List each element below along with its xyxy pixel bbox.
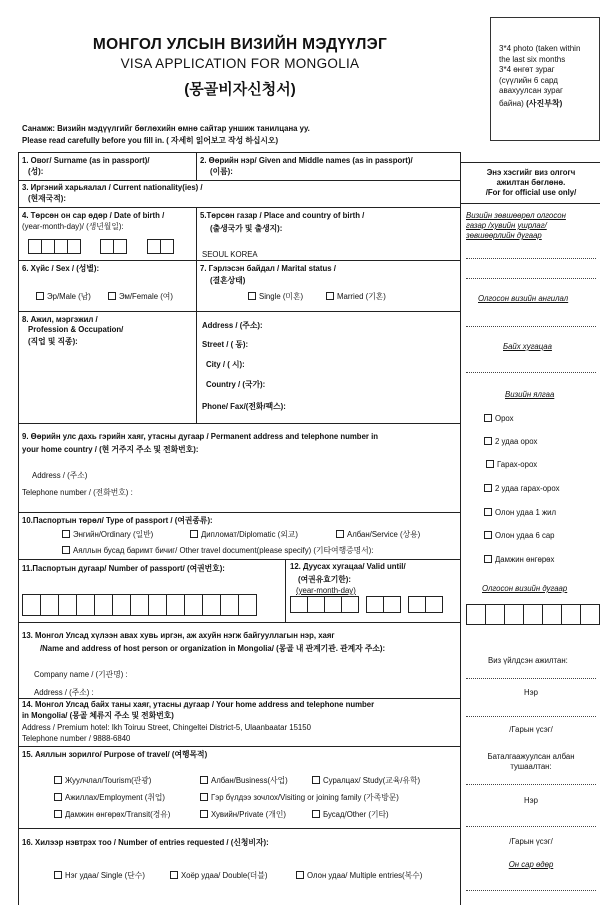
notice-line-2: Please read carefully before you fill in. ( 자세히 읽어보고 작성 하십시오) [22,136,279,145]
field-mongolia-address-label: 14. Монгол Улсад байх таны хаяг, утасны дугаар / Your home address and telephone number [22,700,375,709]
option-married[interactable] [326,292,386,302]
option-multiple-entry[interactable] [296,871,422,881]
field-birthplace-kr: (출생국가 및 출생지): [210,224,283,233]
official-verifier-signature-label: /Гарын үсэг/ [509,837,553,846]
official-stay-duration-label: Байх хугацаа [503,342,552,351]
visa-type-checkbox[interactable] [486,460,494,468]
visiting-family-checkbox[interactable] [200,793,208,801]
tourism-label: Жуулчлал/Tourism(관광) [65,776,152,785]
photo-line: 3*4 photo (taken within [499,44,581,53]
male-checkbox[interactable] [36,292,44,300]
option-single[interactable] [248,292,303,302]
official-header-line: ажилтан бөглөнө. [496,178,566,187]
field-sex-label: 6. Хүйс / Sex / (성별): [22,264,100,273]
field-surname-label: 1. Овог/ Surname (as in passport)/ [22,156,150,165]
field-birthplace-value[interactable]: SEOUL KOREA [202,250,258,259]
business-checkbox[interactable] [200,776,208,784]
field-valid-until-kr: (여권유효기한): [298,575,351,584]
home-telephone-label: Telephone number / (전화번호) : [22,488,133,497]
photo-line: the last six months [499,54,566,64]
host-address-label: Address / (주소) : [34,688,94,697]
official-permit-line: Визийн зөвшөөрөл олгосон [466,211,566,220]
female-checkbox[interactable] [108,292,116,300]
official-date-label: Он сар өдөр [508,860,554,869]
other-document-label: Аяллын бусад баримт бичиг/ Other travel document(please specify) (기타여행증명서): [73,546,374,555]
field-passport-number-label: 11.Паспортын дугаар/ Number of passport/ (여권번호): [22,564,225,573]
field-valid-until-format: (year-month-day) [296,586,356,595]
visa-type-exit-entry[interactable] [486,460,537,470]
double-entry-checkbox[interactable] [170,871,178,879]
official-officer-name-label: Нэр [524,688,538,697]
field-birthplace-label: 5.Төрсөн газар / Place and country of birth / [200,211,365,220]
title-korean: (몽골비자신청서) [184,81,296,98]
visa-type-checkbox[interactable] [484,414,492,422]
option-service[interactable] [336,530,420,540]
field-home-address-label: 9. Өөрийн улс дахь гэрийн хаяг, утасны дугаар / Permanent address and telephone number in [22,432,379,441]
photo-line: авахуулсан зураг [499,86,563,95]
mongolia-address-value[interactable]: Address / Premium hotel: Ikh Toiruu Street, Chingeltei District-5, Ulaanbaatar 15150 [22,723,311,732]
private-label: Хувийн/Private (개인) [211,810,286,819]
double-entry-label: Хоёр удаа/ Double(더블) [181,871,268,880]
field-mongolia-address-label-2: in Mongolia/ (몽골 체류지 주소 및 전화번호) [22,711,174,720]
married-label: Married (기혼) [337,292,386,301]
field-host-label: 13. Монгол Улсад хүлээн авах хувь иргэн, аж ахуйн нэгж байгууллагын нэр, хаяг [22,631,335,640]
official-verifying-officer-label [462,752,600,772]
official-verifying-line: тушаалтан: [510,762,552,771]
option-study[interactable] [312,776,420,786]
field-occupation-kr: (직업 및 직종): [28,337,78,346]
visa-type-label: Олон удаа 1 жил [495,508,557,517]
visa-type-checkbox[interactable] [484,508,492,516]
visa-type-label: Дамжин өнгөрөх [495,555,555,564]
visa-type-label: Олон удаа 6 сар [495,531,555,540]
field-occupation-en: Profession & Occupation/ [28,325,124,334]
female-label: Эм/Female (여) [119,292,173,301]
official-issuing-officer-label: Виз үйлдсэн ажилтан: [488,656,568,665]
visa-type-label: 2 удаа орох [495,437,538,446]
private-checkbox[interactable] [200,810,208,818]
option-double-entry[interactable] [170,871,267,881]
valid-day-boxes[interactable] [408,596,442,613]
title-mongolian: МОНГОЛ УЛСЫН ВИЗИЙН МЭДҮҮЛЭГ [92,36,388,53]
visa-type-checkbox[interactable] [484,555,492,563]
transit-label: Дамжин өнгөрөх/Transit(경유) [65,810,171,819]
work-street-label: Street / ( 동): [202,340,249,349]
service-checkbox[interactable] [336,530,344,538]
title-english: VISA APPLICATION FOR MONGOLIA [120,56,360,71]
transit-checkbox[interactable] [54,810,62,818]
official-header [462,168,600,198]
field-home-address-label-2: your home country / (현 거주지 주소 및 전화번호): [22,445,199,454]
visa-type-entry[interactable] [484,414,514,424]
single-label: Single (미혼) [259,292,304,301]
valid-year-boxes[interactable] [290,596,358,613]
work-address-label: Address / (주소): [202,321,263,330]
visa-type-label: Гарах-орох [497,460,538,469]
work-country-label: Country / (국가): [206,380,266,389]
study-label: Суралцах/ Study(교육/유학) [323,776,421,785]
diplomatic-checkbox[interactable] [190,530,198,538]
business-label: Албан/Business(사업) [211,776,288,785]
married-checkbox[interactable] [326,292,334,300]
field-given-names-label: 2. Өөрийн нэр/ Given and Middle names (as in passport)/ [200,156,413,165]
ordinary-label: Энгийн/Ordinary (일반) [73,530,154,539]
other-purpose-label: Бусад/Other (기타) [323,810,389,819]
official-permit-line: зөвшөөрлийн дугаар [466,231,542,240]
field-given-names-kr: (이름): [210,167,233,176]
photo-korean: (사진부착) [526,98,563,108]
single-entry-checkbox[interactable] [54,871,62,879]
official-permit-label [466,211,566,241]
visa-type-checkbox[interactable] [484,437,492,445]
official-visa-category-label: Олгосон визийн ангилал [478,294,569,303]
visa-type-checkbox[interactable] [484,531,492,539]
passport-number-boxes[interactable] [22,594,256,616]
single-entry-label: Нэг удаа/ Single (단수) [65,871,145,880]
field-entries-label: 16. Хилээр нэвтрэх тоо / Number of entries requested / (신청비자): [22,838,269,847]
option-transit[interactable] [54,810,170,820]
option-other-document[interactable] [62,546,373,556]
official-officer-signature-label: /Гарын үсэг/ [509,725,553,734]
work-phone-label: Phone/ Fax/(전화/팩스): [202,402,286,411]
option-tourism[interactable] [54,776,151,786]
visa-type-multiple-1-year[interactable] [484,508,556,518]
study-checkbox[interactable] [312,776,320,784]
ordinary-checkbox[interactable] [62,530,70,538]
photo-line: байна) [499,98,527,108]
field-occupation-label: 8. Ажил, мэргэжил / [22,315,98,324]
tourism-checkbox[interactable] [54,776,62,784]
official-visa-number-boxes[interactable] [466,604,599,625]
official-header-line: Энэ хэсгийг виз олгогч [486,168,576,177]
field-marital-label: 7. Гэрлэсэн байдал / Marital status / [200,264,336,273]
notice-line-1: Санамж: Визийн мэдүүлгийг бөглөхийн өмнө сайтар уншиж танилцана уу. [22,124,310,133]
option-single-entry[interactable] [54,871,145,881]
official-header-line: /For for official use only/ [485,188,577,197]
field-surname-kr: (성): [28,167,44,176]
option-private[interactable] [200,810,286,820]
photo-box[interactable] [490,17,600,141]
visa-type-double-entry[interactable] [484,437,537,447]
multiple-entry-label: Олон удаа/ Multiple entries(복수) [307,871,423,880]
field-marital-kr: (결혼상태) [210,276,246,285]
visa-type-transit[interactable] [484,555,554,565]
field-purpose-label: 15. Аяллын зорилго/ Purpose of travel/ (여행목적) [22,750,208,759]
option-employment[interactable] [54,793,165,803]
home-address-label: Address / (주소) [32,471,88,480]
official-visa-number-label: Олгосон визийн дугаар [482,584,568,593]
mongolia-telephone-value[interactable]: Telephone number / 9888-6840 [22,734,131,743]
field-host-label-2: /Name and address of host person or organization in Mongolia/ (몽골 내 관계기관. 관계자 주소): [40,644,386,653]
dob-month-boxes[interactable] [100,239,126,254]
visa-type-double-exit-entry[interactable] [484,484,560,494]
field-dob-format: (year-month-day)/ (생년월일): [22,222,124,231]
visa-type-label: Орох [495,414,514,423]
option-diplomatic[interactable] [190,530,298,540]
field-dob-label: 4. Төрсөн он сар өдөр / Date of birth / [22,211,165,220]
photo-line: 3*4 өнгөт зураг [499,65,555,74]
work-city-label: City / ( 시): [206,360,245,369]
other-purpose-checkbox[interactable] [312,810,320,818]
option-male[interactable] [36,292,91,302]
visiting-family-label: Гэр бүлдээ зочлох/Visiting or joining family (가족방문) [211,793,399,802]
official-verifying-line: Баталгаажуулсан албан [487,752,575,761]
field-passport-type-label: 10.Паспортын төрөл/ Type of passport / (여권종류): [22,516,213,525]
host-company-label: Company name / (기관명) : [34,670,128,679]
dob-year-boxes[interactable] [28,239,80,254]
option-visiting-family[interactable] [200,793,399,803]
option-other-purpose[interactable] [312,810,389,820]
visa-type-checkbox[interactable] [484,484,492,492]
official-visa-type-label: Визийн ялгаа [505,390,555,399]
field-nationality-label: 3. Иргэний харьяалал / Current nationality(ies) / [22,183,203,192]
visa-type-label: 2 удаа гарах-орох [495,484,560,493]
option-female[interactable] [108,292,173,302]
visa-type-multiple-6-months[interactable] [484,531,555,541]
single-checkbox[interactable] [248,292,256,300]
official-permit-line: газар /хувийн ушрлаг/ [466,221,547,230]
field-valid-until-label: 12. Дуусах хугацаа/ Valid until/ [290,562,406,571]
service-label: Албан/Service (상용) [347,530,421,539]
photo-line: (сүүлийн 6 сард [499,75,558,85]
other-document-checkbox[interactable] [62,546,70,554]
employment-label: Ажиллах/Employment (취업) [65,793,166,802]
field-nationality-kr: (현재국적): [28,194,66,203]
option-ordinary[interactable] [62,530,153,540]
multiple-entry-checkbox[interactable] [296,871,304,879]
employment-checkbox[interactable] [54,793,62,801]
male-label: Эр/Male (남) [47,292,91,301]
official-verifier-name-label: Нэр [524,796,538,805]
dob-day-boxes[interactable] [147,239,173,254]
diplomatic-label: Дипломат/Diplomatic (외교) [201,530,298,539]
valid-month-boxes[interactable] [366,596,400,613]
option-business[interactable] [200,776,288,786]
